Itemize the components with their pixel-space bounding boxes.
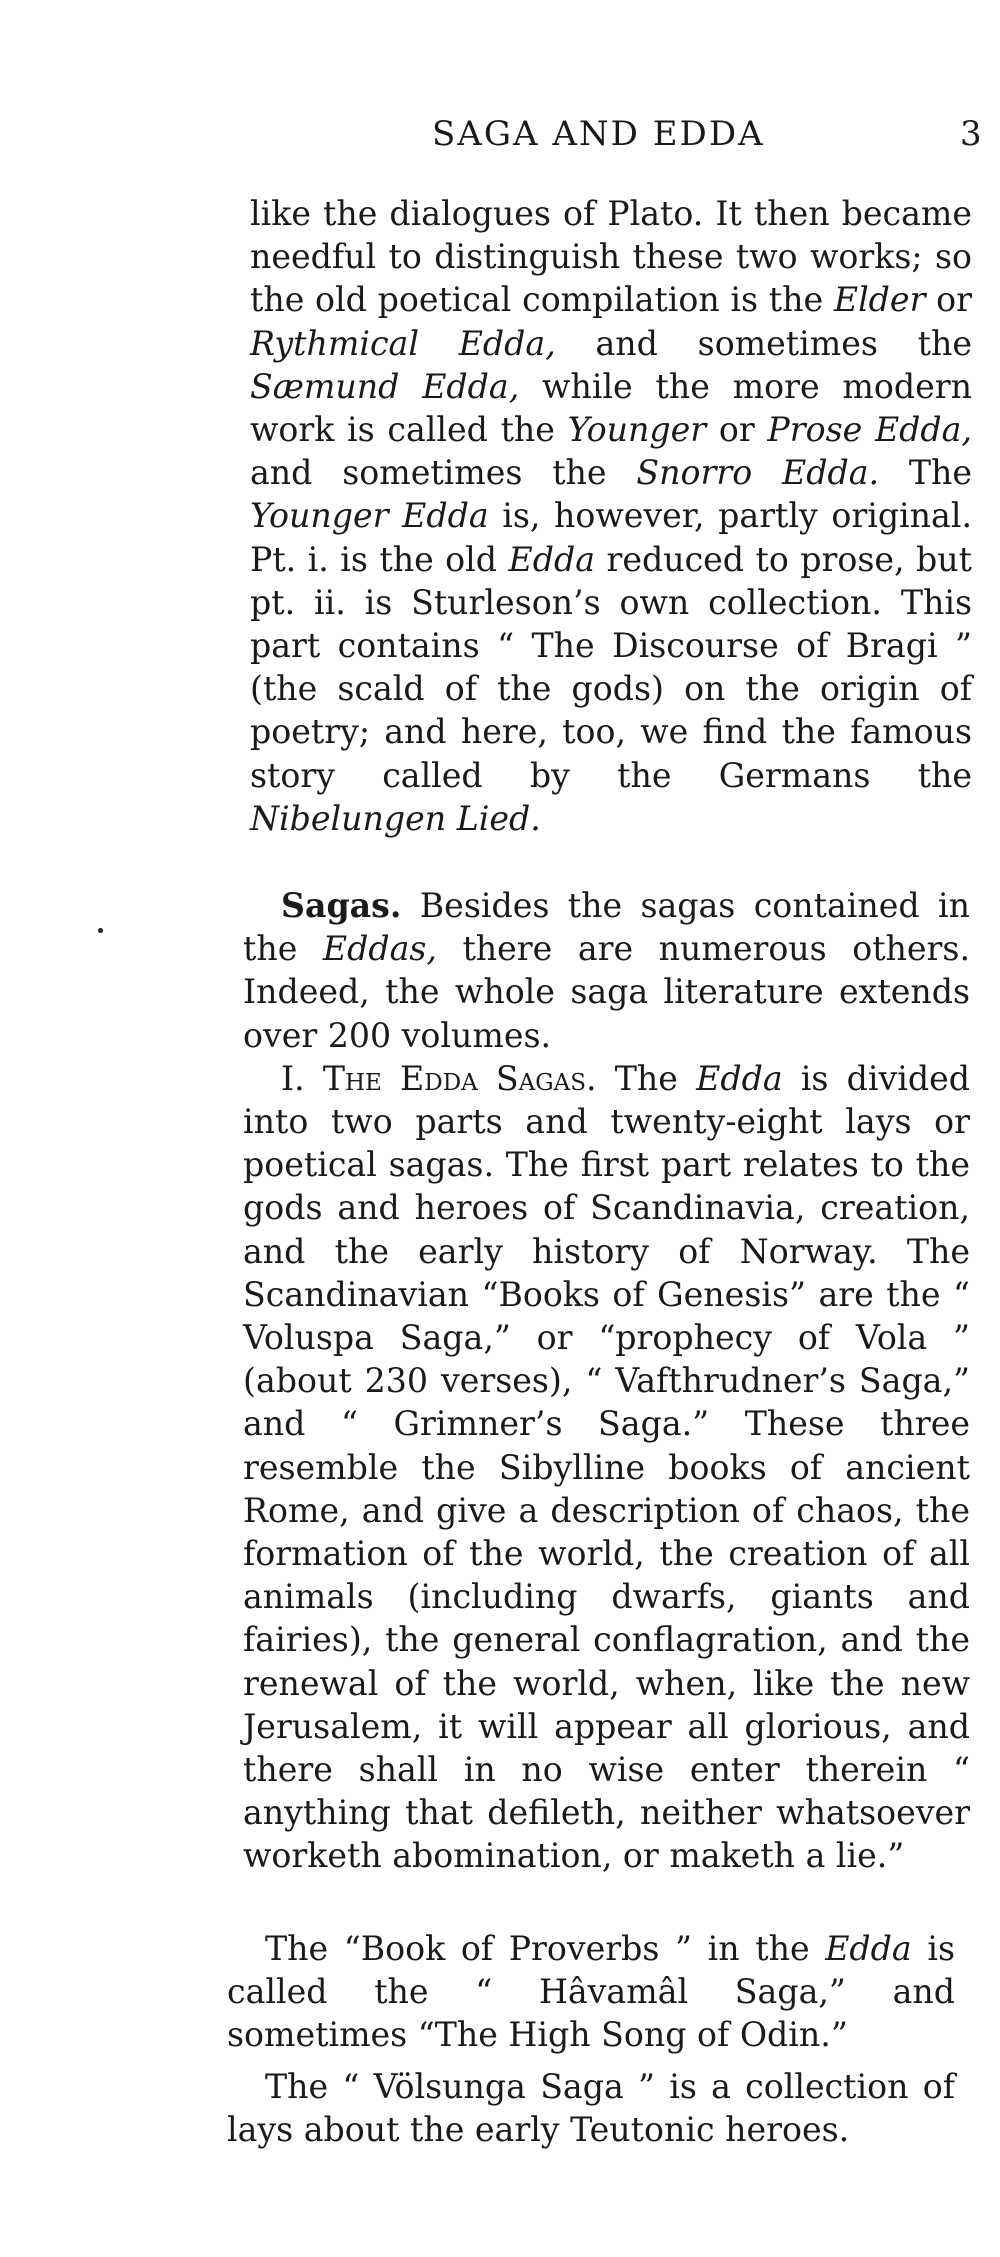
italic-saemund-edda: Sæmund Edda,: [250, 366, 520, 406]
text-run: while the more modern work is called the: [250, 366, 972, 450]
italic-younger-edda: Younger Edda: [250, 496, 489, 536]
section-proverbs-volsunga: [227, 1927, 955, 2151]
italic-elder: Elder: [833, 280, 926, 320]
italic-rythmical-edda: Rythmical Edda,: [250, 323, 556, 363]
text-run: is, however, partly original. Pt. i. is the old: [250, 496, 972, 579]
text-run: there are numerous others. Indeed, the whole saga literature extends over 200 volumes.: [243, 929, 970, 1055]
text-run: The “Book of Proverbs ” in the: [265, 1929, 826, 1968]
page-number: 3: [960, 114, 982, 154]
paragraph-volsunga: The “ Völsunga Saga ” is a collection of lays about the early Teutonic heroes.: [227, 2066, 955, 2149]
paragraph-edda-distinction: [250, 192, 972, 840]
text-run: Besides the sagas contained in the: [243, 886, 970, 969]
running-title: SAGA AND EDDA: [432, 114, 765, 154]
text-run: like the dialogues of Plato. It then became needful to distinguish these two works; so the old poetical compilation is the: [250, 194, 972, 320]
paragraph-sagas: [243, 884, 970, 1057]
margin-mark: [98, 928, 103, 933]
text-run: The: [596, 1058, 697, 1098]
italic-edda: Edda: [696, 1058, 783, 1098]
heading-sagas: Sagas.: [281, 886, 402, 925]
text-run: is called the “ Hâvamâl Saga,” and sometimes “The High Song of Odin.”: [227, 1929, 955, 2055]
italic-edda: Edda: [825, 1929, 912, 1968]
section-number: I.: [281, 1058, 323, 1098]
text-run: or: [925, 280, 972, 320]
text-run: and sometimes the: [250, 453, 637, 493]
section-sagas: [243, 884, 970, 1878]
text-run: and sometimes the: [555, 323, 972, 363]
italic-prose-edda: Prose Edda,: [767, 410, 973, 450]
text-run: or: [706, 410, 768, 450]
text-run: The: [879, 453, 972, 493]
italic-nibelungen-lied: Nibelungen Lied.: [250, 798, 541, 838]
running-header: [0, 112, 1000, 162]
italic-younger: Younger: [567, 410, 707, 450]
italic-edda: Edda: [508, 539, 595, 579]
paragraph-proverbs: [227, 1927, 955, 2057]
italic-eddas: Eddas,: [322, 929, 437, 969]
text-run: reduced to prose, but pt. ii. is Sturleson’s own collection. This part contains “ The Discourse of Bragi ” (the scald of the gods) on the origin of poetry; and here, too, we find the famous story called by the Germans the: [250, 539, 972, 795]
paragraph-edda-sagas: [243, 1057, 970, 1878]
text-run: is divided into two parts and twenty-eight lays or poetical sagas. The first part relates to the gods and heroes of Scandinavia, creation, and the early history of Norway. The Scandinavian “Books of Genesis” are the “ Voluspa Saga,” or “prophecy of Vola ” (about 230 verses), “ Vafthrudner’s Saga,” and “ Grimner’s Saga.” These three resemble the Sibylline books of ancient Rome, and give a description of chaos, the formation of the world, the creation of all animals (including dwarfs, giants and fairies), the general conflagration, and the renewal of the world, when, like the new Jerusalem, it will appear all glorious, and there shall in no wise enter therein “ anything that defileth, neither whatsoever worketh abomination, or maketh a lie.”: [243, 1058, 970, 1876]
italic-snorro-edda: Snorro Edda.: [636, 453, 880, 493]
paragraph-text: [250, 192, 972, 840]
section-title: The Edda Sagas.: [322, 1058, 597, 1098]
